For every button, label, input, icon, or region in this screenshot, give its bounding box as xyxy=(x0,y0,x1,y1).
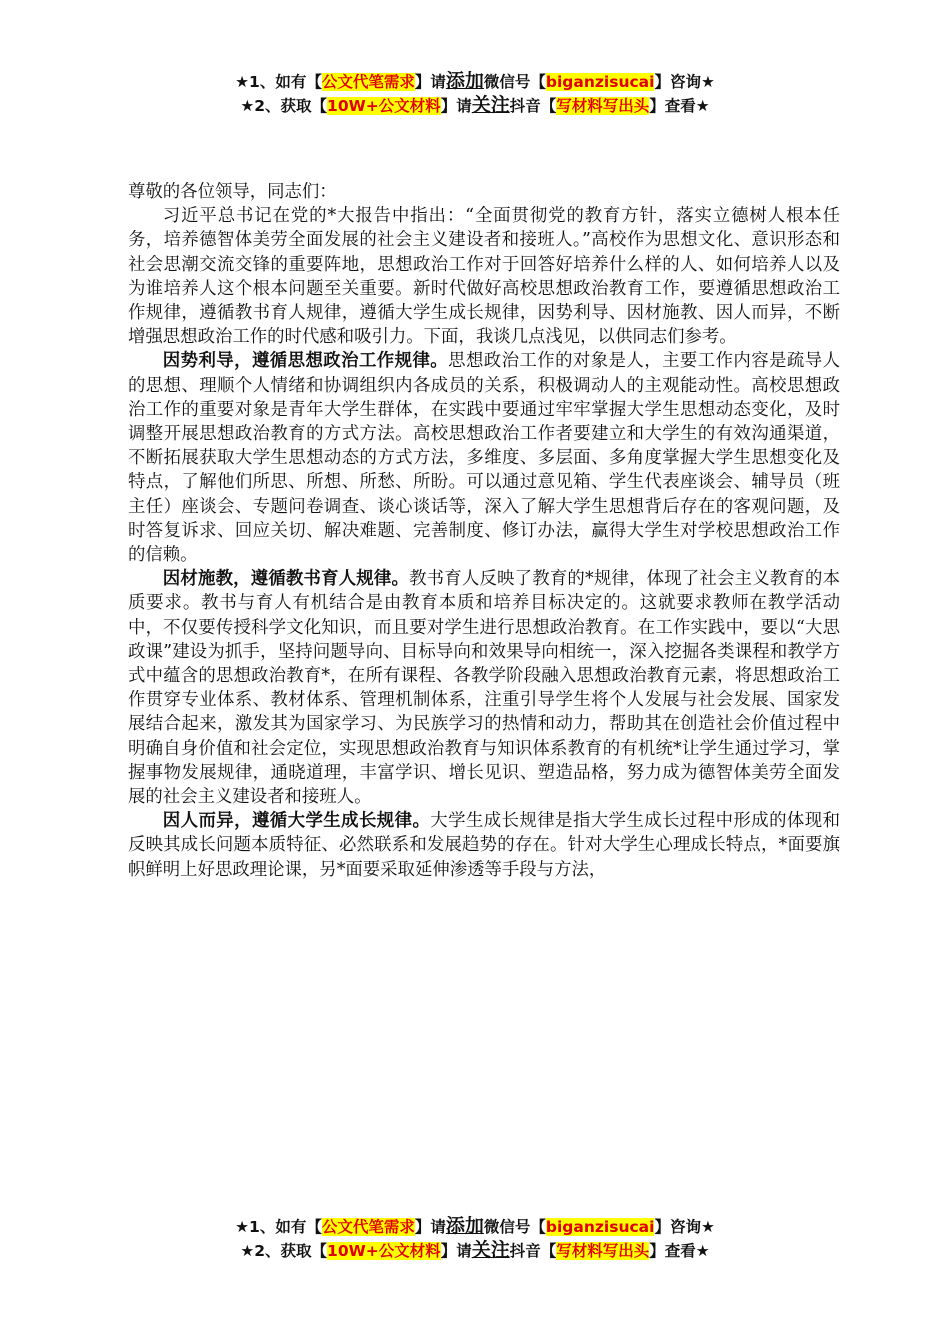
footer-text: 微信号【 xyxy=(483,1218,546,1236)
emphasis-text: 添加 xyxy=(445,70,484,92)
emphasis-text: 关注 xyxy=(471,94,510,116)
header-banner xyxy=(0,70,950,118)
section-heading: 因势利导，遵循思想政治工作规律。 xyxy=(162,351,449,372)
header-text: 】请 xyxy=(414,73,446,91)
header-text: 】请 xyxy=(440,97,472,115)
section-heading: 因人而异，遵循大学生成长规律。 xyxy=(162,811,431,832)
highlight-text: 写材料写出头 xyxy=(556,1242,650,1260)
document-body xyxy=(128,180,840,882)
footer-text: 】咨询★ xyxy=(654,1218,715,1236)
footer-text: ★1、如有【 xyxy=(235,1218,322,1236)
header-text: 】查看★ xyxy=(649,97,710,115)
highlight-text: 10W+公文材料 xyxy=(327,97,441,115)
footer-text: 】请 xyxy=(440,1242,472,1260)
section-paragraph-1 xyxy=(128,349,840,567)
header-line-1 xyxy=(0,70,950,94)
footer-text: 抖音【 xyxy=(509,1242,557,1260)
header-text: 微信号【 xyxy=(483,73,546,91)
header-line-2 xyxy=(0,94,950,118)
footer-line-1 xyxy=(0,1215,950,1239)
footer-text: 】查看★ xyxy=(649,1242,710,1260)
header-text: 】咨询★ xyxy=(654,73,715,91)
footer-banner xyxy=(0,1215,950,1263)
section-text: 思想政治工作的对象是人，主要工作内容是疏导人的思想、理顺个人情绪和协调组织内各成员的关系，积极调动人的主观能动性。高校思想政治工作的重要对象是青年大学生群体，在实践中要通过牢牢掌握大学生思想动态变化，及时调整开展思想政治教育的方式方法。高校思想政治工作者要建立和大学生的有效沟通渠道，不断拓展获取大学生思想动态的方式方法，多维度、多层面、多角度掌握大学生思想变化及特点，了解他们所思、所想、所愁、所盼。可以通过意见箱、学生代表座谈会、辅导员（班主任）座谈会、专题问卷调查、谈心谈话等，深入了解大学生思想背后存在的客观问题，及时答复诉求、回应关切、解决难题、完善制度、修订办法，赢得大学生对学校思想政治工作的信赖。 xyxy=(128,351,840,566)
highlight-text: 公文代笔需求 xyxy=(321,73,415,91)
highlight-text: 写材料写出头 xyxy=(556,97,650,115)
footer-line-2 xyxy=(0,1239,950,1263)
header-text: ★1、如有【 xyxy=(235,73,322,91)
highlight-text: 公文代笔需求 xyxy=(321,1218,415,1236)
footer-text: 】请 xyxy=(414,1218,446,1236)
section-paragraph-3 xyxy=(128,809,840,882)
section-text: 大学生成长规律是指大学生成长过程中形成的体现和反映其成长问题本质特征、必然联系和发展趋势的存在。针对大学生心理成长特点，*面要旗帜鲜明上好思政理论课，另*面要采取延伸渗透等手段与方法， xyxy=(128,811,840,880)
emphasis-text: 添加 xyxy=(445,1215,484,1237)
highlight-text: 10W+公文材料 xyxy=(327,1242,441,1260)
section-text: 教书育人反映了教育的*规律，体现了社会主义教育的本质要求。教书与育人有机结合是由教育本质和培养目标决定的。这就要求教师在教学活动中，不仅要传授科学文化知识，而且要对学生进行思想政治教育。在工作实践中，要以“大思政课”建设为抓手，坚持问题导向、目标导向和效果导向相统一，深入挖掘各类课程和教学方式中蕴含的思想政治教育*，在所有课程、各教学阶段融入思想政治教育元素，将思想政治工作贯穿专业体系、教材体系、管理机制体系，注重引导学生将个人发展与社会发展、国家发展结合起来，激发其为国家学习、为民族学习的热情和动力，帮助其在创造社会价值过程中明确自身价值和社会定位，实现思想政治教育与知识体系教育的有机统*让学生通过学习，掌握事物发展规律，通晓道理，丰富学识、增长见识、塑造品格，努力成为德智体美劳全面发展的社会主义建设者和接班人。 xyxy=(128,569,840,808)
highlight-text: biganzisucai xyxy=(545,1218,655,1236)
greeting: 尊敬的各位领导，同志们： xyxy=(128,182,337,202)
section-paragraph-2 xyxy=(128,567,840,809)
highlight-text: biganzisucai xyxy=(545,73,655,91)
section-heading: 因材施教，遵循教书育人规律。 xyxy=(162,569,410,590)
header-text: ★2、获取【 xyxy=(240,97,328,115)
intro-paragraph: 习近平总书记在党的*大报告中指出：“全面贯彻党的教育方针，落实立德树人根本任务，培养德智体美劳全面发展的社会主义建设者和接班人。”高校作为思想文化、意识形态和社会思潮交流交锋的重要阵地，思想政治工作对于回答好培养什么样的人、如何培养人以及为谁培养人这个根本问题至关重要。新时代做好高校思想政治教育工作，要遵循思想政治工作规律，遵循教书育人规律，遵循大学生成长规律，因势利导、因材施教、因人而异，不断增强思想政治工作的时代感和吸引力。下面，我谈几点浅见，以供同志们参考。 xyxy=(128,206,840,348)
footer-text: ★2、获取【 xyxy=(240,1242,328,1260)
emphasis-text: 关注 xyxy=(471,1239,510,1261)
header-text: 抖音【 xyxy=(509,97,557,115)
